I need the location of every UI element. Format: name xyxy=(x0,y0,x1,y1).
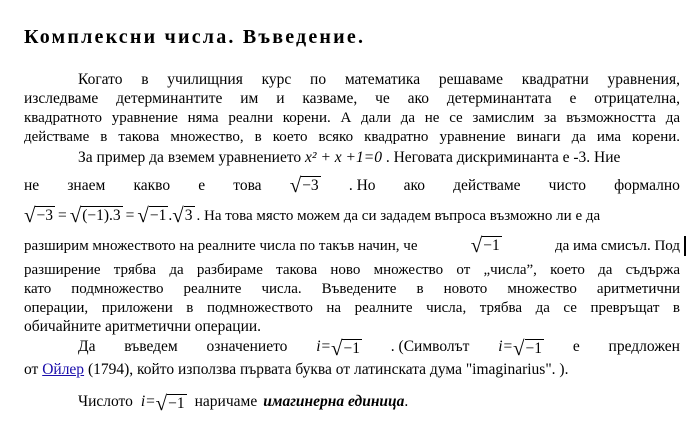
word: чисто xyxy=(548,177,586,194)
radical-sign: √ xyxy=(69,203,82,227)
sqrt-minus-1-inline xyxy=(470,233,502,257)
word: ако xyxy=(403,177,426,194)
sqrt-minus-1 xyxy=(331,336,362,360)
paragraph-1-line-4 xyxy=(24,127,680,149)
text: . Неговата дискриминанта е -3. Ние xyxy=(385,149,621,166)
radical-sign: √ xyxy=(24,203,36,227)
text: . xyxy=(404,392,409,410)
paragraph-2-line-2 xyxy=(24,173,680,199)
word: е xyxy=(572,337,580,355)
euler-link[interactable]: Ойлер xyxy=(42,361,85,378)
sqrt-paren-product xyxy=(69,203,123,227)
i-definition xyxy=(140,391,187,415)
word: е xyxy=(198,177,206,194)
word: . (Символът xyxy=(390,337,470,355)
word: какво xyxy=(133,177,171,194)
radicand: −3 xyxy=(302,176,319,194)
sqrt-minus-3 xyxy=(289,173,321,197)
text: от xyxy=(24,361,39,378)
text-line: операции, приложени в подмножеството на реалните числа, трябва да се превръщат в xyxy=(24,300,680,316)
radical-sign: √ xyxy=(172,203,184,227)
paragraph-2-line-1 xyxy=(24,148,680,170)
radicand: −1 xyxy=(483,236,500,254)
radical-sign: √ xyxy=(137,203,149,227)
paragraph-2-line-4 xyxy=(24,233,680,259)
radicand: 3 xyxy=(184,206,193,224)
i-equals: i= xyxy=(498,337,514,355)
text: разширим множеството на реалните числа по такъв начин, че xyxy=(24,238,418,254)
radicand: (−1).3 xyxy=(82,206,121,224)
text-line: действаме в такова множество, в което всяко квадратно уравнение винаги да има корени. xyxy=(24,129,680,145)
word: Да xyxy=(78,337,96,355)
word: действаме xyxy=(453,177,521,194)
radical-sign: √ xyxy=(513,336,525,360)
word: формално xyxy=(614,177,680,194)
radicand: −1 xyxy=(525,339,543,357)
emphasis-term: имагинерна единица xyxy=(263,392,405,410)
text-line: Когато в училищния курс по математика решаваме квадратни уравнения, xyxy=(78,71,680,88)
text-line: изследваме детерминантите им и казваме, че ако детерминантата е отрицателна, xyxy=(24,90,680,107)
sqrt-minus-1 xyxy=(155,391,187,415)
word: това xyxy=(233,177,262,194)
text-line: разширение трябва да разбираме такова ново множество от „числа”, което да съдържа xyxy=(24,262,680,278)
equals-sign: = xyxy=(57,207,67,224)
radical-sign: √ xyxy=(331,336,343,360)
text: (1794), който използва първата буква от латинската дума "imaginarius". ). xyxy=(87,361,569,378)
word: означението xyxy=(206,337,288,355)
text: наричаме xyxy=(194,392,258,410)
word: въведем xyxy=(124,337,178,355)
word: . Но xyxy=(348,177,376,194)
text: Числото xyxy=(78,392,133,410)
sqrt-minus-3-formula xyxy=(24,203,55,227)
i-definition xyxy=(316,336,362,360)
radicand: −1 xyxy=(149,206,167,224)
equals-sign: = xyxy=(125,207,135,224)
radicand: −3 xyxy=(36,206,53,224)
multiply-dot: . xyxy=(168,207,173,224)
paragraph-3-line-2 xyxy=(24,360,680,382)
text: . На това място можем да си зададем въпроса възможно ли е да xyxy=(196,208,601,224)
text: За пример да вземем уравнението xyxy=(78,149,302,166)
text-cursor xyxy=(684,236,686,256)
paragraph-2-line-3 xyxy=(24,203,680,229)
sqrt-minus-1 xyxy=(513,336,544,360)
radical-sign: √ xyxy=(470,233,483,257)
radical-sign: √ xyxy=(289,173,302,197)
sqrt-minus-1 xyxy=(137,203,168,227)
paragraph-4 xyxy=(24,391,680,417)
word: знаем xyxy=(67,177,106,194)
text-line: квадратното уравнение няма реални корени. А дали да не се замислим за възможността да xyxy=(24,110,680,126)
radicand: −1 xyxy=(168,394,185,412)
word: предложен xyxy=(608,337,680,355)
page-title: Комплексни числа. Въведение. xyxy=(24,26,366,48)
i-equals: i= xyxy=(316,337,331,355)
text-line: обичайните аритметични операции. xyxy=(24,318,262,335)
word: не xyxy=(24,177,40,194)
paragraph-3-line-1 xyxy=(24,336,680,362)
radicand: −1 xyxy=(343,339,360,357)
i-definition xyxy=(498,336,544,360)
text: да има смисъл. Под xyxy=(555,238,680,254)
radical-sign: √ xyxy=(155,391,168,415)
text-line: като подмножество реалните числа. Въведените в новото множество аритметични xyxy=(24,281,680,297)
sqrt-3 xyxy=(172,203,194,227)
equation: x² + x +1=0 xyxy=(305,149,382,166)
i-equals: i= xyxy=(140,392,156,410)
